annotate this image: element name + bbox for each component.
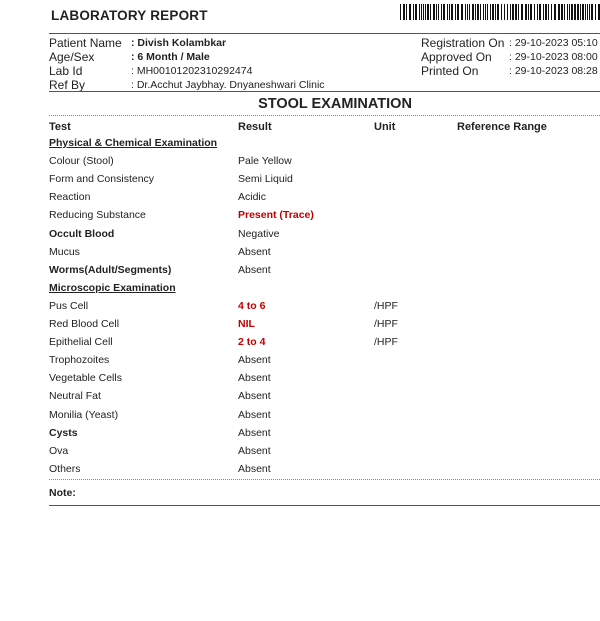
barcode-bar [534,4,535,20]
barcode-bar [423,4,424,20]
test-name: Colour (Stool) [49,155,114,168]
table-row [0,372,600,390]
barcode-bar [571,4,573,20]
table-row [0,155,600,173]
barcode-bar [589,4,590,20]
barcode-bar [455,4,456,20]
barcode-bar [512,4,514,20]
barcode-bar [415,4,417,20]
test-name: Mucus [49,245,80,258]
barcode-bar [518,4,519,20]
barcode-bar [457,4,459,20]
barcode-bar [449,4,450,20]
label-approved-on: Approved On [421,50,492,64]
barcode-bar [574,4,576,20]
label-printed-on: Printed On [421,64,479,78]
barcode-bar [564,4,565,20]
barcode-bar [580,4,581,20]
barcode-bar [461,4,463,20]
barcode-bar [567,4,568,20]
patient-name: : Divish Kolambkar [131,37,227,49]
barcode-bar [472,4,474,20]
test-result: Absent [238,390,271,403]
label-patient-name: Patient Name [49,36,122,50]
test-unit: /HPF [374,299,398,312]
barcode-bar [421,4,422,20]
test-name: Reducing Substance [49,209,146,222]
table-row [0,209,600,227]
barcode-bar [539,4,541,20]
test-result: Absent [238,372,271,385]
table-row [0,445,600,463]
barcode-bar [413,4,414,20]
barcode-bar [465,4,466,20]
test-name: Form and Consistency [49,173,155,186]
test-name: Pus Cell [49,299,89,312]
barcode-bar [510,4,511,20]
registration-on: : 29-10-2023 05:10 [509,37,598,49]
barcode-bar [490,4,491,20]
section-heading: Microscopic Examination [49,281,176,294]
barcode-bar [427,4,429,20]
test-name: Monilia (Yeast) [49,408,119,421]
table-row [0,300,600,318]
test-name: Red Blood Cell [49,318,120,330]
test-result: 4 to 6 [238,299,266,312]
label-age-sex: Age/Sex [49,50,95,64]
test-result: Absent [238,408,271,421]
test-result: Absent [238,462,271,475]
barcode-bar [495,4,496,20]
table-row [0,228,600,246]
barcode-bar [480,4,481,20]
test-result: Absent [238,263,271,276]
barcode-bar [477,4,479,20]
column-header-reference: Reference Range [457,121,547,133]
test-result: Absent [238,444,271,457]
test-result: Negative [238,227,280,240]
approved-on: : 29-10-2023 08:00 [509,51,598,63]
column-header-result: Result [238,121,272,133]
barcode-bar [492,4,494,20]
test-result: Absent [238,245,271,258]
barcode-bar [487,4,488,20]
lab-id: : MH00101202310292474 [131,65,253,77]
table-row [0,191,600,209]
barcode-bar [504,4,505,20]
barcode-bar [451,4,453,20]
table-row [0,409,600,427]
barcode-bar [521,4,523,20]
test-name: Vegetable Cells [49,372,122,385]
barcode-bar [447,4,448,20]
barcode-bar [483,4,484,20]
test-name: Occult Blood [49,227,115,240]
column-header-unit: Unit [374,121,396,133]
test-name: Neutral Fat [49,390,101,403]
barcode-bar [587,4,588,20]
barcode-bar [528,4,529,20]
report-title: LABORATORY REPORT [51,8,208,23]
test-result: 2 to 4 [238,336,266,349]
barcode-icon [400,4,600,20]
barcode-bar [585,4,586,20]
barcode-bar [569,4,570,20]
patient-divider [49,91,600,92]
barcode-bar [467,4,468,20]
test-name: Ova [49,444,69,457]
table-row [0,173,600,191]
barcode-bar [443,4,445,20]
barcode-bar [406,4,407,20]
test-result: NIL [238,318,255,330]
test-result: Absent [238,426,271,439]
test-name: Trophozoites [49,354,110,367]
barcode-bar [595,4,596,20]
test-name: Epithelial Cell [49,336,113,349]
barcode-bar [441,4,442,20]
barcode-bar [507,4,508,20]
barcode-bar [551,4,552,20]
footer-divider [49,505,600,506]
test-name: Cysts [49,426,78,439]
barcode-bar [591,4,593,20]
barcode-bar [554,4,556,20]
test-result: Pale Yellow [238,155,292,168]
section-heading: Physical & Chemical Examination [49,137,218,149]
barcode-bar [400,4,401,20]
barcode-bar [497,4,499,20]
barcode-bar [485,4,486,20]
barcode-bar [403,4,405,20]
barcode-bar [515,4,517,20]
note-label: Note: [49,487,76,499]
barcode-bar [475,4,476,20]
barcode-bar [409,4,411,20]
barcode-bar [436,4,437,20]
test-name: Worms(Adult/Segments) [49,263,172,276]
label-ref-by: Ref By [49,78,86,92]
patient-age-sex: : 6 Month / Male [131,51,210,63]
barcode-bar [543,4,544,20]
barcode-bar [501,4,502,20]
barcode-bar [438,4,439,20]
column-header-test: Test [49,121,71,133]
test-unit: /HPF [374,318,398,330]
barcode-bar [577,4,579,20]
test-unit: /HPF [374,336,398,349]
header-divider [49,33,600,34]
test-result: Acidic [238,191,267,204]
test-result: Present (Trace) [238,209,314,222]
test-result: Semi Liquid [238,173,293,186]
section-heading-row [0,282,600,300]
barcode-bar [582,4,584,20]
table-row [0,427,600,445]
ref-by: : Dr.Acchut Jaybhay. Dnyaneshwari Clinic [131,79,325,91]
section-title: STOOL EXAMINATION [258,96,412,112]
label-registration-on: Registration On [421,36,505,50]
barcode-bar [537,4,538,20]
table-row [0,354,600,372]
barcode-bar [561,4,563,20]
barcode-bar [525,4,527,20]
printed-on: : 29-10-2023 08:28 [509,65,598,77]
table-row [0,246,600,264]
barcode-bar [558,4,560,20]
title-divider [49,115,600,116]
table-row [0,390,600,408]
table-row [0,264,600,282]
label-lab-id: Lab Id [49,64,83,78]
barcode-bar [425,4,426,20]
barcode-bar [469,4,470,20]
test-name: Reaction [49,191,91,204]
barcode-bar [430,4,431,20]
section-heading-row [0,137,600,155]
test-result: Absent [238,354,271,367]
barcode-bar [548,4,549,20]
barcode-bar [433,4,435,20]
table-end-divider [49,479,600,480]
barcode-bar [545,4,547,20]
test-name: Others [49,462,81,475]
barcode-bar [530,4,532,20]
table-row [0,318,600,336]
table-row [0,336,600,354]
barcode-bar [419,4,420,20]
